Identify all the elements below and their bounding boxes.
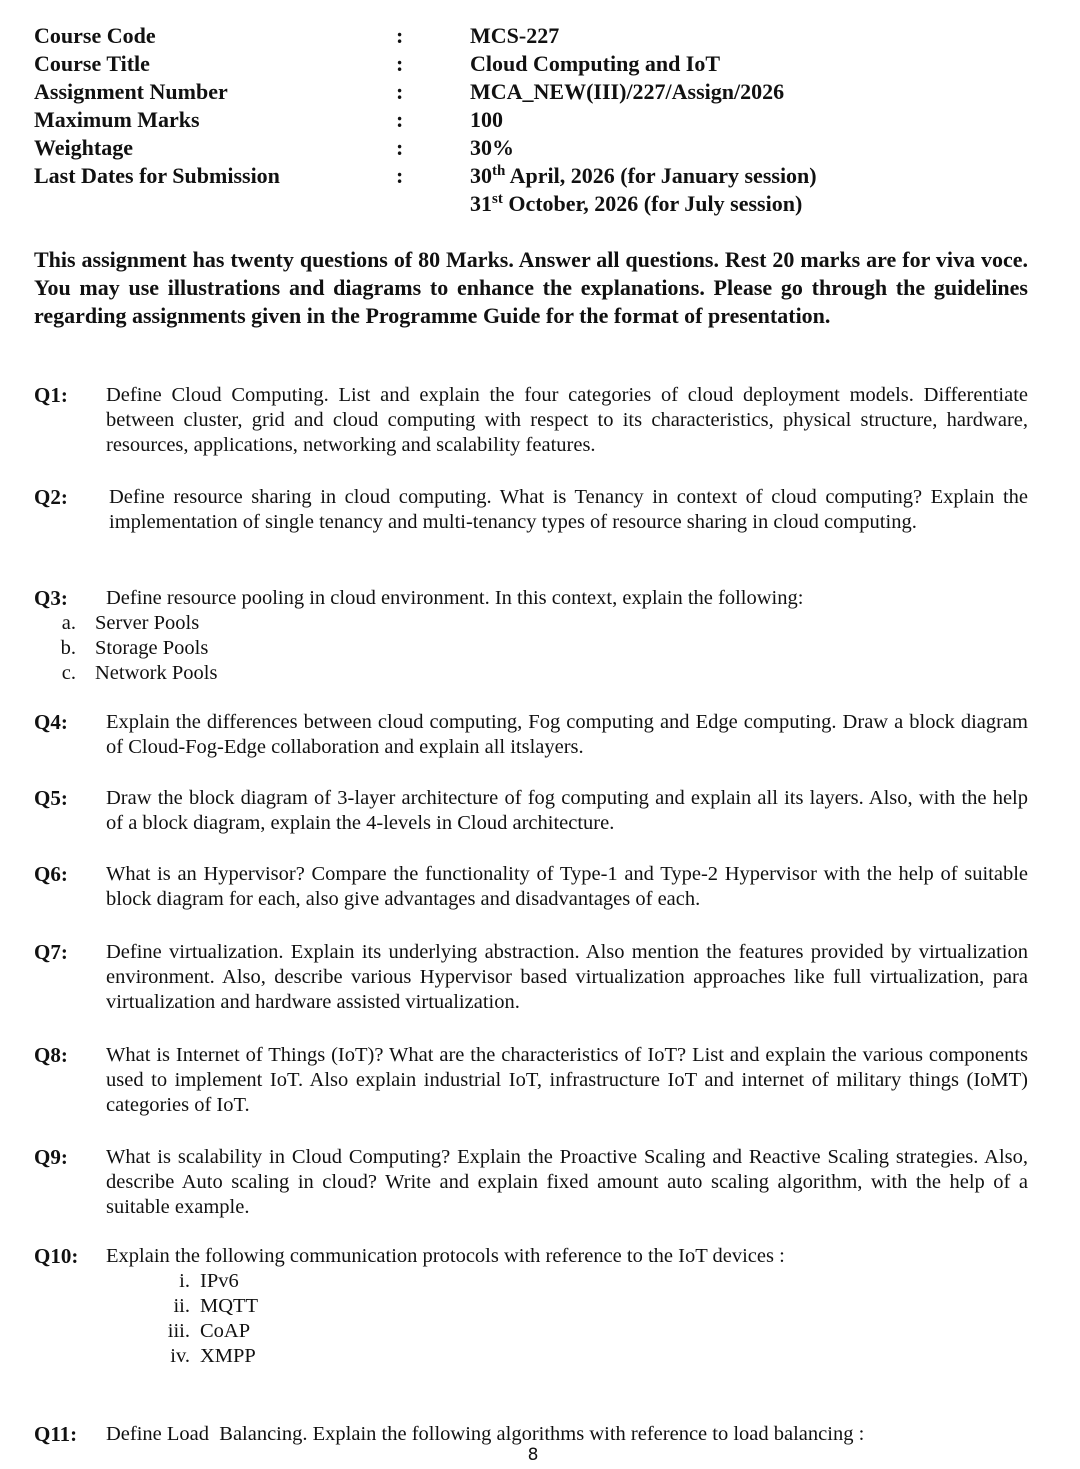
question-number: Q4: (34, 710, 68, 734)
sub-question-list (34, 611, 1028, 686)
question-number: Q9: (34, 1145, 68, 1169)
question-10 (34, 1244, 1028, 1369)
list-item (34, 1269, 1028, 1294)
list-marker: a. (61, 612, 76, 634)
question-number: Q5: (34, 786, 68, 810)
list-label: MQTT (200, 1295, 259, 1317)
question-5 (34, 786, 1028, 836)
question-number: Q2: (34, 485, 68, 509)
list-marker: b. (60, 637, 76, 659)
list-item (34, 636, 1028, 661)
assignment-number-value: MCA_NEW(III)/227/Assign/2026 (470, 79, 785, 104)
list-label: Storage Pools (95, 637, 209, 659)
question-number: Q8: (34, 1043, 68, 1067)
date-day: 31 (470, 191, 492, 216)
submission-dates-label: Last Dates for Submission (34, 163, 280, 188)
course-title-label: Course Title (34, 51, 150, 76)
course-code-label: Course Code (34, 23, 156, 48)
protocol-list (34, 1269, 1028, 1369)
submission-dates-row (34, 162, 817, 190)
question-number: Q7: (34, 940, 68, 964)
course-info-table (34, 22, 817, 218)
question-1 (34, 383, 1028, 458)
date-rest: October, 2026 (for July session) (502, 191, 803, 216)
list-marker: c. (61, 662, 76, 684)
question-text: What is an Hypervisor? Compare the functionality of Type-1 and Type-2 Hypervisor with the help of suitable block diagram for each, also give advantages and disadvantages of each. (106, 863, 1028, 910)
question-7 (34, 940, 1028, 1015)
date-ordinal: th (492, 163, 506, 179)
page-number: 8 (527, 1445, 539, 1465)
question-4 (34, 710, 1028, 760)
list-marker: iv. (170, 1345, 190, 1367)
list-label: CoAP (200, 1320, 251, 1342)
question-text: Explain the differences between cloud computing, Fog computing and Edge computing. Draw a block diagram of Cloud-Fog-Edge collaboration and explain all itslayers. (106, 711, 1028, 758)
separator: : (396, 23, 404, 48)
list-marker: i. (179, 1270, 190, 1292)
question-text: Define Load Balancing. Explain the following algorithms with reference to load balancing : (106, 1423, 865, 1445)
assignment-instructions: This assignment has twenty questions of 80 Marks. Answer all questions. Rest 20 marks are for viva voce. You may use illustrations and diagrams to enhance the explanations. Please go through the guidelines regarding assignments given in the Programme Guide for the format of presentation. (34, 247, 1028, 328)
list-item (34, 661, 1028, 686)
course-code-row (34, 22, 817, 50)
course-title-value: Cloud Computing and IoT (470, 51, 721, 76)
assignment-number-row (34, 78, 817, 106)
list-label: Network Pools (95, 662, 218, 684)
weightage-label: Weightage (34, 135, 133, 160)
date-ordinal: st (492, 191, 503, 207)
question-text: What is scalability in Cloud Computing? Explain the Proactive Scaling and Reactive Scaling strategies. Also, describe Auto scaling in cloud? Write and explain fixed amount auto scaling algorithm, with the help of a suitable example. (106, 1146, 1028, 1218)
separator: : (396, 135, 404, 160)
maximum-marks-value: 100 (470, 107, 503, 132)
date-day: 30 (470, 163, 492, 188)
course-code-value: MCS-227 (470, 23, 560, 48)
question-text: What is Internet of Things (IoT)? What are the characteristics of IoT? List and explain the various components used to implement IoT. Also explain industrial IoT, infrastructure IoT and internet of military things (IoMT) categories of IoT. (106, 1044, 1028, 1116)
question-text: Explain the following communication protocols with reference to the IoT devices : (106, 1245, 785, 1267)
question-number: Q1: (34, 383, 68, 407)
list-item (34, 1294, 1028, 1319)
question-8 (34, 1043, 1028, 1118)
list-item (34, 1344, 1028, 1369)
question-3 (34, 586, 1028, 686)
question-number: Q10: (34, 1244, 79, 1268)
assignment-number-label: Assignment Number (34, 79, 228, 104)
question-11 (34, 1422, 1028, 1447)
question-6 (34, 862, 1028, 912)
question-text: Define resource sharing in cloud computing. What is Tenancy in context of cloud computing? Explain the implementation of single tenancy and multi-tenancy types of resource sharing in cloud computing. (109, 486, 1028, 533)
list-label: Server Pools (95, 612, 200, 634)
question-number: Q6: (34, 862, 68, 886)
january-session-date (470, 162, 817, 190)
list-marker: ii. (173, 1295, 190, 1317)
separator: : (396, 163, 404, 188)
list-label: XMPP (200, 1345, 256, 1367)
question-text: Define Cloud Computing. List and explain the four categories of cloud deployment models. Differentiate between cluster, grid and cloud computing with respect to its characteristics, physical structure, hardware, resources, applications, networking and scalability features. (106, 384, 1028, 456)
question-text: Draw the block diagram of 3-layer architecture of fog computing and explain all its layers. Also, with the help of a block diagram, explain the 4-levels in Cloud architecture. (106, 787, 1028, 834)
submission-dates-row-2 (34, 190, 817, 218)
date-rest: April, 2026 (for January session) (505, 163, 817, 188)
list-label: IPv6 (200, 1270, 239, 1292)
maximum-marks-row (34, 106, 817, 134)
weightage-row (34, 134, 817, 162)
july-session-date (470, 190, 802, 218)
list-item (34, 1319, 1028, 1344)
course-title-row (34, 50, 817, 78)
list-item (34, 611, 1028, 636)
maximum-marks-label: Maximum Marks (34, 107, 200, 132)
separator: : (396, 79, 404, 104)
question-text: Define resource pooling in cloud environment. In this context, explain the following: (106, 587, 804, 609)
question-text: Define virtualization. Explain its underlying abstraction. Also mention the features provided by virtualization environment. Also, describe various Hypervisor based virtualization approaches like full virtualization, para virtualization and hardware assisted virtualization. (106, 941, 1028, 1013)
separator: : (396, 51, 404, 76)
question-2 (34, 485, 1028, 535)
question-number: Q11: (34, 1422, 78, 1446)
question-number: Q3: (34, 586, 68, 610)
list-marker: iii. (167, 1320, 190, 1342)
weightage-value: 30% (470, 135, 514, 160)
separator: : (396, 107, 404, 132)
question-9 (34, 1145, 1028, 1220)
